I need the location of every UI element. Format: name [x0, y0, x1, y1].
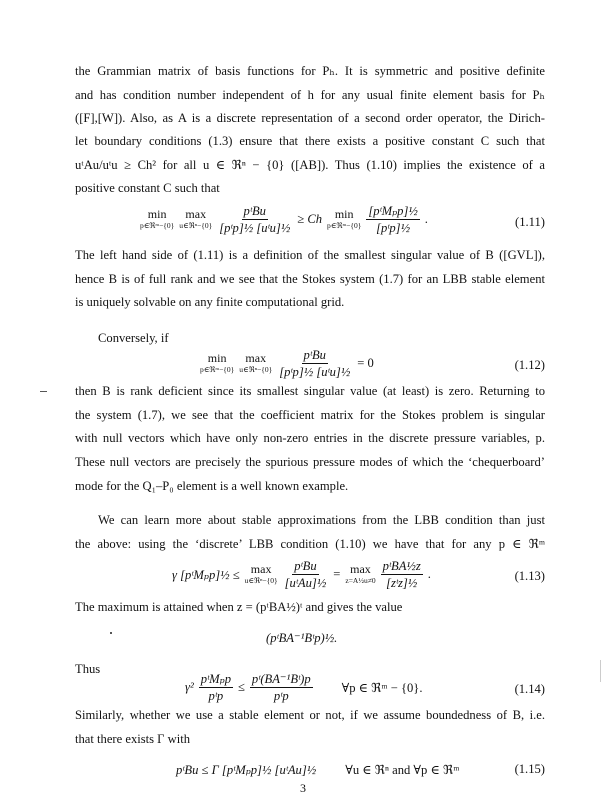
- relation: ≥ Ch: [297, 212, 323, 226]
- margin-mark: [600, 660, 601, 682]
- op-subscript: z=A½u≠0: [345, 575, 376, 585]
- op-subscript: p∈ℜᵐ−{0}: [200, 364, 235, 374]
- numerator: pᵗBu: [243, 204, 266, 218]
- denominator: pᵗp: [208, 689, 224, 703]
- numerator: pᵗ(BA⁻¹Bᵗ)p: [251, 672, 311, 686]
- denominator: [pᵗp]½: [376, 221, 411, 235]
- denominator: pᵗp: [273, 689, 289, 703]
- op-text: min: [207, 350, 227, 365]
- text-line: The left hand side of (1.11) is a definition of the smallest singular value of B ([GVL]),: [75, 248, 545, 262]
- max-operator: [239, 350, 273, 375]
- text-line: hence B is of full rank and we see that the Stokes system (1.7) for an LBB stable element: [75, 272, 545, 286]
- equation-label: (1.13): [514, 569, 545, 583]
- text-line: uᵗAu/uᵗu ≥ Ch² for all u ∈ ℜⁿ − {0} ([AB]). Thus (1.10) implies the existence of a: [75, 158, 545, 172]
- text-line: then B is rank deficient since its smallest singular value (at least) is zero. Returning to: [75, 384, 545, 398]
- equation-1-15: [0, 756, 612, 790]
- numerator: [pᵗMₚp]½: [368, 204, 418, 218]
- text-line: The maximum is attained when z = (pᵗBA½)ᵗ and gives the value: [75, 600, 403, 614]
- min-operator: [200, 350, 235, 375]
- denominator: [pᵗp]½ [uᵗu]½: [219, 221, 291, 235]
- denominator: [pᵗp]½ [uᵗu]½: [279, 365, 351, 379]
- denominator: [uᵗAu]½: [284, 576, 327, 590]
- page-number: 3: [300, 781, 306, 795]
- text-line: that there exists Γ with: [75, 732, 191, 746]
- text-line: let boundary conditions (1.3) ensure that there exists a positive constant C such that: [75, 134, 545, 148]
- numerator: pᵗBu: [303, 348, 326, 362]
- equation-label: (1.15): [514, 762, 545, 776]
- min-operator: [140, 206, 175, 231]
- max-operator: [179, 206, 213, 231]
- text-line: positive constant C such that: [75, 181, 220, 195]
- equation-1-12: [0, 348, 612, 382]
- fraction: [366, 204, 419, 235]
- relation: ≤: [238, 680, 245, 694]
- fraction: [283, 559, 329, 590]
- max-operator: [345, 561, 376, 586]
- equation-label: (1.11): [515, 215, 545, 229]
- condition: ∀p ∈ ℜᵐ − {0}.: [341, 680, 423, 695]
- numerator: pᵗMₚp: [200, 672, 231, 686]
- text-line: Similarly, whether we use a stable element or not, if we assume boundedness of B, i.e.: [75, 708, 545, 722]
- equation-1-14: [0, 672, 612, 706]
- op-text: max: [185, 206, 207, 221]
- equation-value: (pᵗBA⁻¹Bᵗp)½.: [266, 631, 338, 645]
- fraction: [277, 348, 352, 379]
- equation-label: (1.14): [514, 682, 545, 696]
- relation: =: [333, 567, 341, 581]
- text-line: We can learn more about stable approximations from the LBB condition than just: [98, 513, 545, 527]
- text-line: Thus: [75, 662, 101, 676]
- min-operator: [327, 206, 362, 231]
- punctuation: .: [427, 567, 431, 581]
- text-line: with null vectors which have only non-zero entries in the discrete pressure variables, p.: [75, 431, 545, 445]
- op-text: min: [147, 206, 167, 221]
- text-line: mode for the Q₁–P₀ element is a well known example.: [75, 479, 349, 493]
- lhs: γ [pᵗMₚp]½ ≤: [172, 567, 240, 582]
- op-text: max: [250, 561, 272, 576]
- numerator: pᵗBu: [294, 559, 317, 573]
- op-text: min: [334, 206, 354, 221]
- fraction: [199, 672, 233, 703]
- fraction: [250, 672, 313, 703]
- op-subscript: u∈ℜⁿ−{0}: [244, 575, 278, 585]
- relation: = 0: [357, 356, 374, 370]
- fraction: [381, 559, 423, 590]
- margin-mark: [110, 632, 112, 634]
- op-subscript: p∈ℜᵐ−{0}: [327, 220, 362, 230]
- equation-label: (1.12): [514, 358, 545, 372]
- op-subscript: u∈ℜⁿ−{0}: [179, 220, 213, 230]
- op-text: max: [245, 350, 267, 365]
- lhs: γ²: [185, 680, 194, 694]
- text-line: and has condition number independent of h for any usual finite element basis for Pₕ: [75, 88, 545, 102]
- equation-1-11: [0, 204, 612, 238]
- op-text: max: [350, 561, 371, 576]
- margin-mark: [40, 391, 47, 392]
- text-line: is uniquely solvable on any finite computational grid.: [75, 295, 345, 309]
- equation-1-13: [0, 559, 612, 593]
- text-line: These null vectors are precisely the spurious pressure modes of which the ‘chequerboard’: [75, 455, 545, 469]
- op-subscript: p∈ℜᵐ−{0}: [140, 220, 175, 230]
- text-line: the Grammian matrix of basis functions for Pₕ. It is symmetric and positive definite: [75, 64, 545, 78]
- condition: ∀u ∈ ℜⁿ and ∀p ∈ ℜᵐ: [345, 763, 460, 777]
- text-line: Conversely, if: [98, 331, 169, 345]
- text-line: the system (1.7), we see that the coefficient matrix for the Stokes problem is singular: [75, 408, 545, 422]
- max-operator: [244, 561, 278, 586]
- text-line: the above: using the ‘discrete’ LBB condition (1.10) we have that for any p ∈ ℜᵐ: [75, 537, 545, 551]
- text-line: ([F],[W]). Also, as A is a discrete representation of a second order operator, the Dirich-: [75, 111, 545, 125]
- punctuation: .: [424, 212, 428, 226]
- inequality: pᵗBu ≤ Γ [pᵗMₚp]½ [uᵗAu]½: [176, 763, 317, 777]
- fraction: [217, 204, 292, 235]
- numerator: pᵗBA½z: [382, 559, 421, 573]
- op-subscript: u∈ℜⁿ−{0}: [239, 364, 273, 374]
- denominator: [zᵗz]½: [386, 576, 418, 590]
